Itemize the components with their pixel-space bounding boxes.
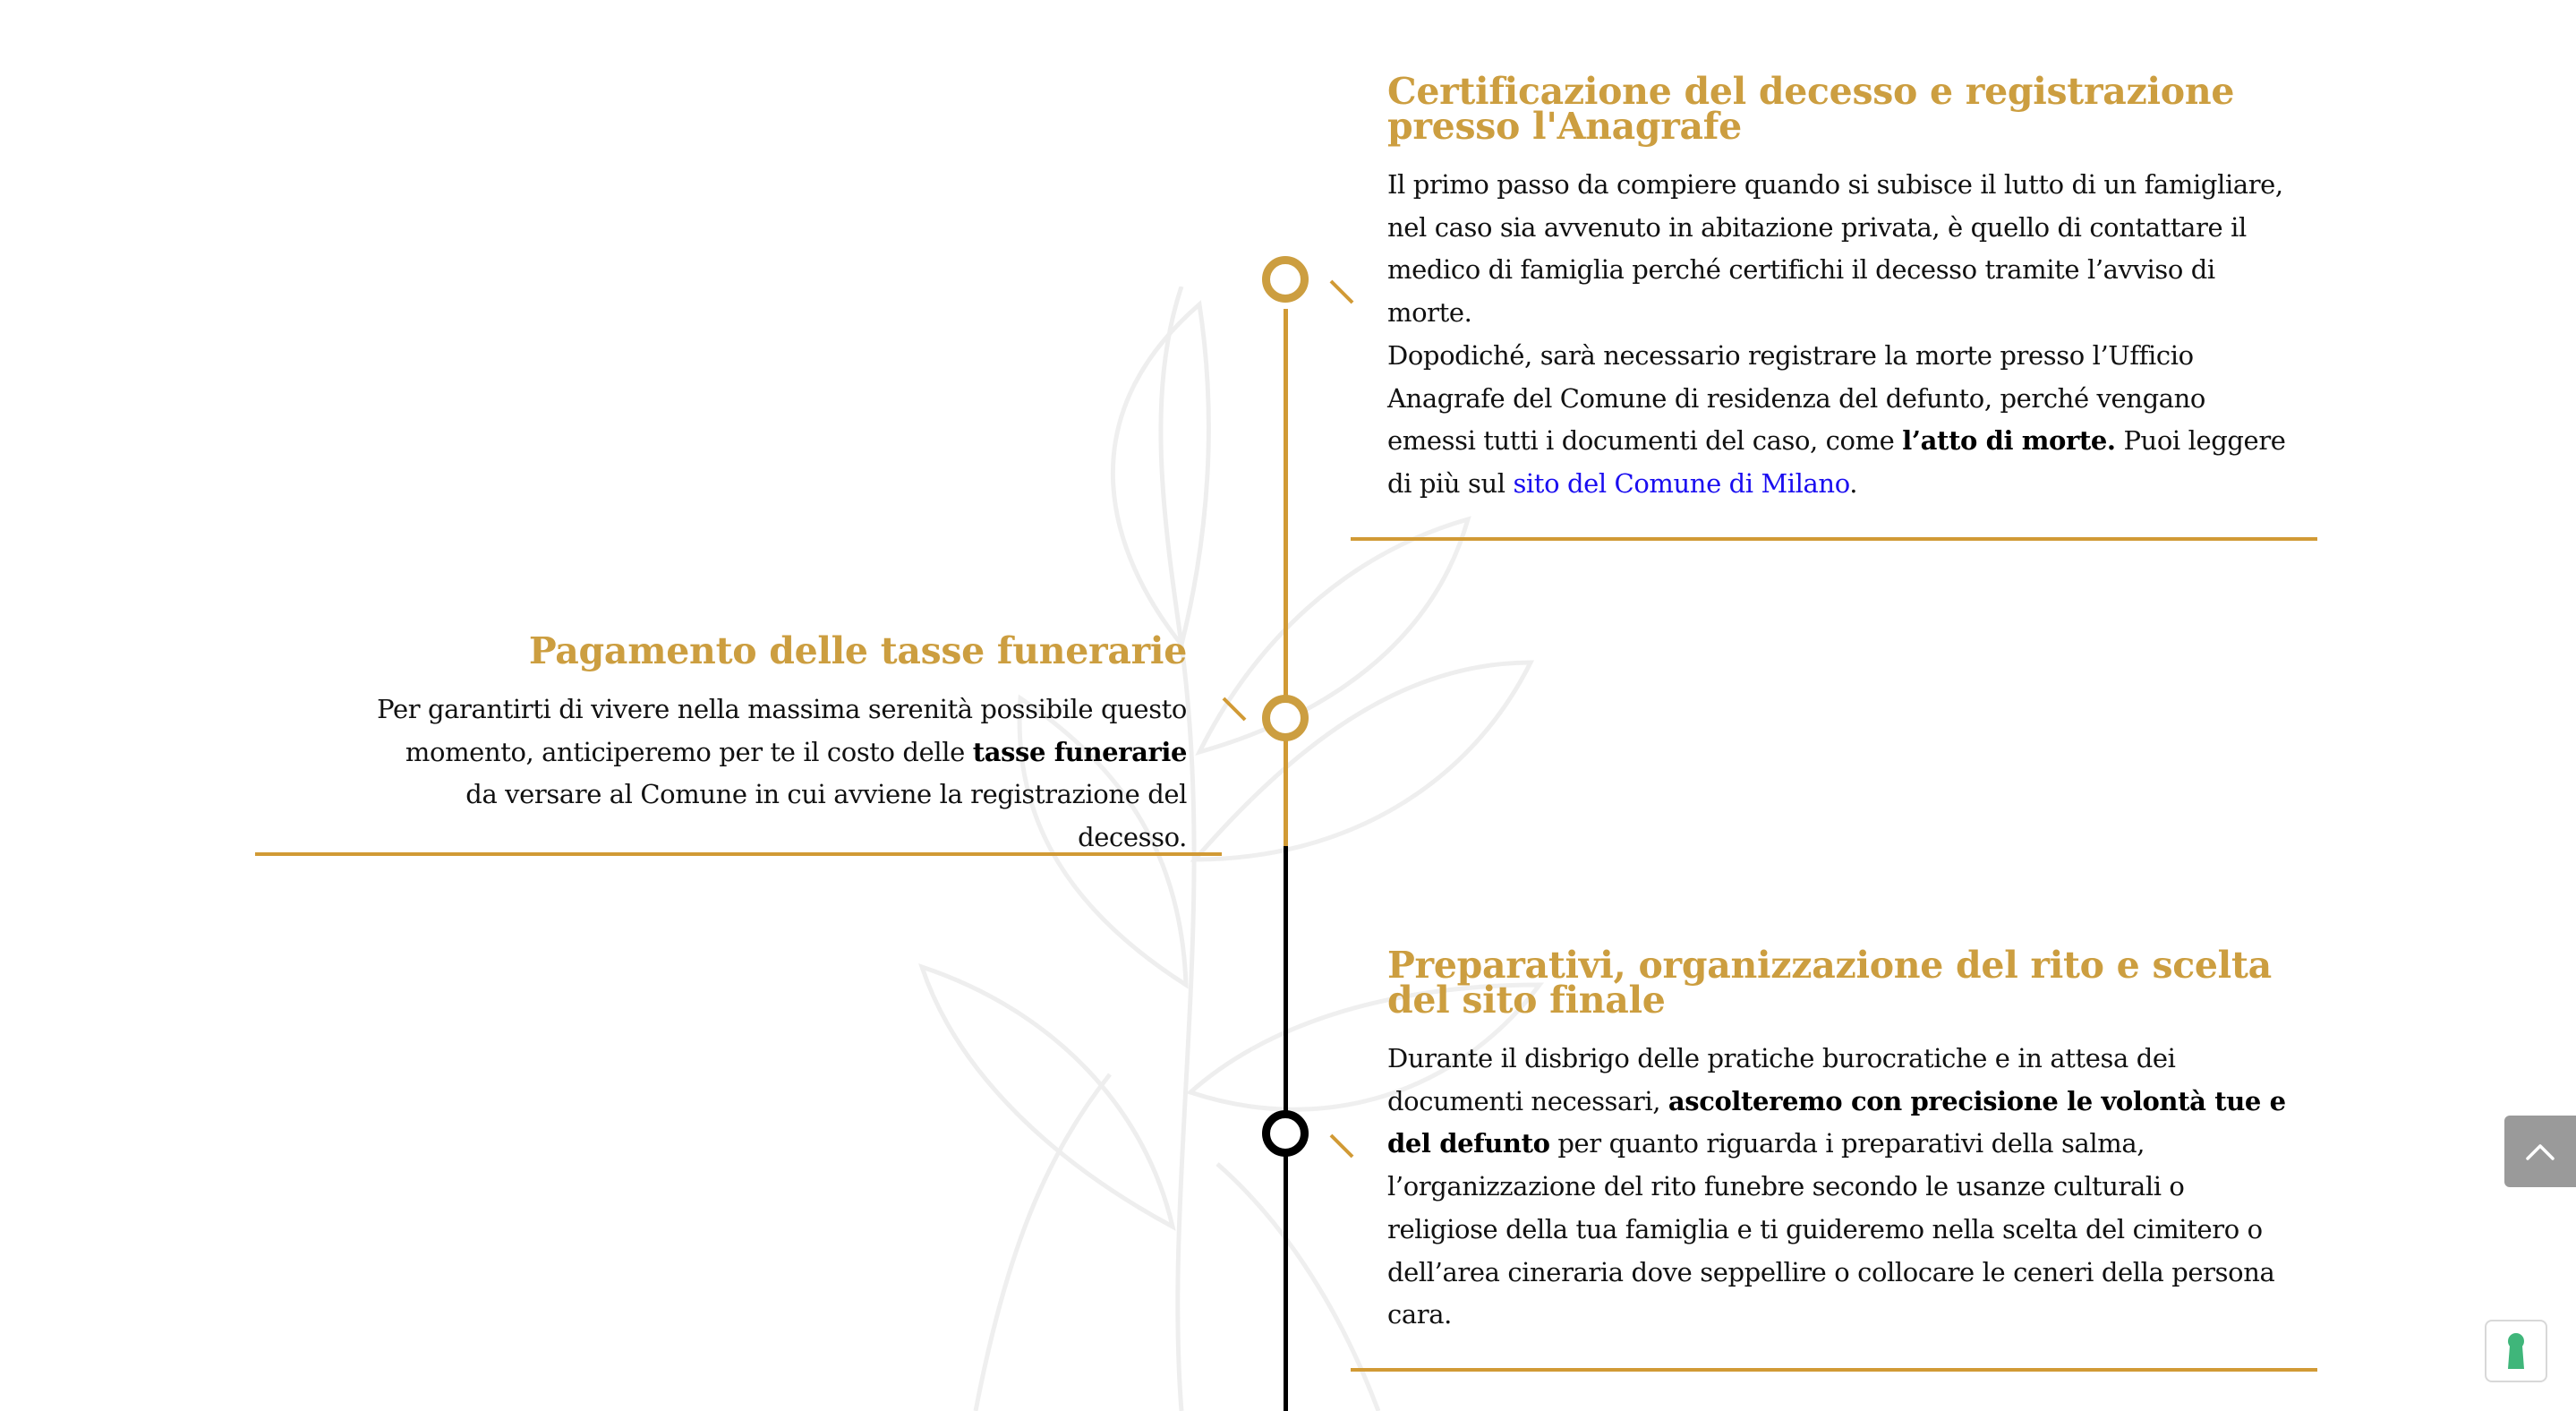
entry-paragraph-1: Il primo passo da compiere quando si subisce il lutto di un famigliare, nel caso sia avvenuto in abitazione privata, è quello di contattare il medico di famiglia perché certifichi il decesso tramite l’avviso di morte. bbox=[1387, 169, 2283, 329]
timeline-node-2 bbox=[1262, 695, 1309, 741]
paragraph-text: da versare al Comune in cui avviene la registrazione del decesso. bbox=[465, 779, 1187, 853]
entry-divider-2 bbox=[255, 852, 1222, 856]
timeline-connector-3 bbox=[1330, 1134, 1354, 1159]
keyhole-icon bbox=[2503, 1331, 2529, 1371]
paragraph-text: . bbox=[1849, 467, 1858, 499]
entry-title: Preparativi, organizzazione del rito e scelta del sito finale bbox=[1387, 944, 2272, 1022]
scroll-to-top-button[interactable] bbox=[2504, 1116, 2576, 1187]
entry-body bbox=[367, 688, 1187, 859]
timeline-entry-certificazione bbox=[1387, 70, 2291, 506]
timeline-connector-1 bbox=[1330, 280, 1354, 304]
paragraph-text: Durante il disbrigo delle pratiche burocratiche e in attesa dei documenti necessari, bbox=[1387, 1043, 2176, 1116]
entry-divider-3 bbox=[1351, 1368, 2317, 1372]
comune-milano-link[interactable]: sito del Comune di Milano bbox=[1513, 467, 1850, 499]
timeline-connector-2 bbox=[1223, 697, 1247, 722]
timeline-node-3 bbox=[1262, 1110, 1309, 1157]
paragraph-bold-text: ascolteremo con precisione le volontà tue e del defunto bbox=[1387, 1085, 2286, 1159]
timeline-entry-preparativi bbox=[1387, 944, 2291, 1337]
entry-title: Pagamento delle tasse funerarie bbox=[528, 629, 1187, 672]
paragraph-text: per quanto riguarda i preparativi della salma, l’organizzazione del rito funebre secondo le usanze culturali o religiose della tua famiglia e ti guideremo nella scelta del cimitero o dell’area cineraria dove seppellire o collocare le ceneri della persona cara. bbox=[1387, 1128, 2275, 1330]
timeline-node-1 bbox=[1262, 256, 1309, 303]
entry-body bbox=[1387, 1038, 2291, 1337]
timeline-entry-tasse bbox=[367, 629, 1187, 859]
cookie-consent-button[interactable] bbox=[2485, 1320, 2547, 1382]
paragraph-bold-text: tasse funerarie bbox=[972, 736, 1187, 767]
paragraph-text: Dopodiché, sarà necessario registrare la morte presso l’Ufficio Anagrafe del Comune di residenza del defunto, perché vengano emessi tutti i documenti del caso, come bbox=[1387, 339, 2205, 457]
entry-title: Certificazione del decesso e registrazione presso l'Anagrafe bbox=[1387, 70, 2235, 148]
entry-divider-1 bbox=[1351, 537, 2317, 541]
paragraph-bold-text: l’atto di morte. bbox=[1902, 425, 2116, 457]
entry-paragraph-2 bbox=[1387, 335, 2291, 506]
chevron-up-icon bbox=[2525, 1142, 2555, 1161]
entry-body bbox=[1387, 164, 2291, 506]
paragraph-text: Puoi leggere di più sul bbox=[1387, 425, 2286, 499]
timeline-line-progress bbox=[1284, 309, 1288, 846]
paragraph-text: Per garantirti di vivere nella massima serenità possibile questo momento, anticiperemo per te il costo delle bbox=[377, 694, 1187, 767]
